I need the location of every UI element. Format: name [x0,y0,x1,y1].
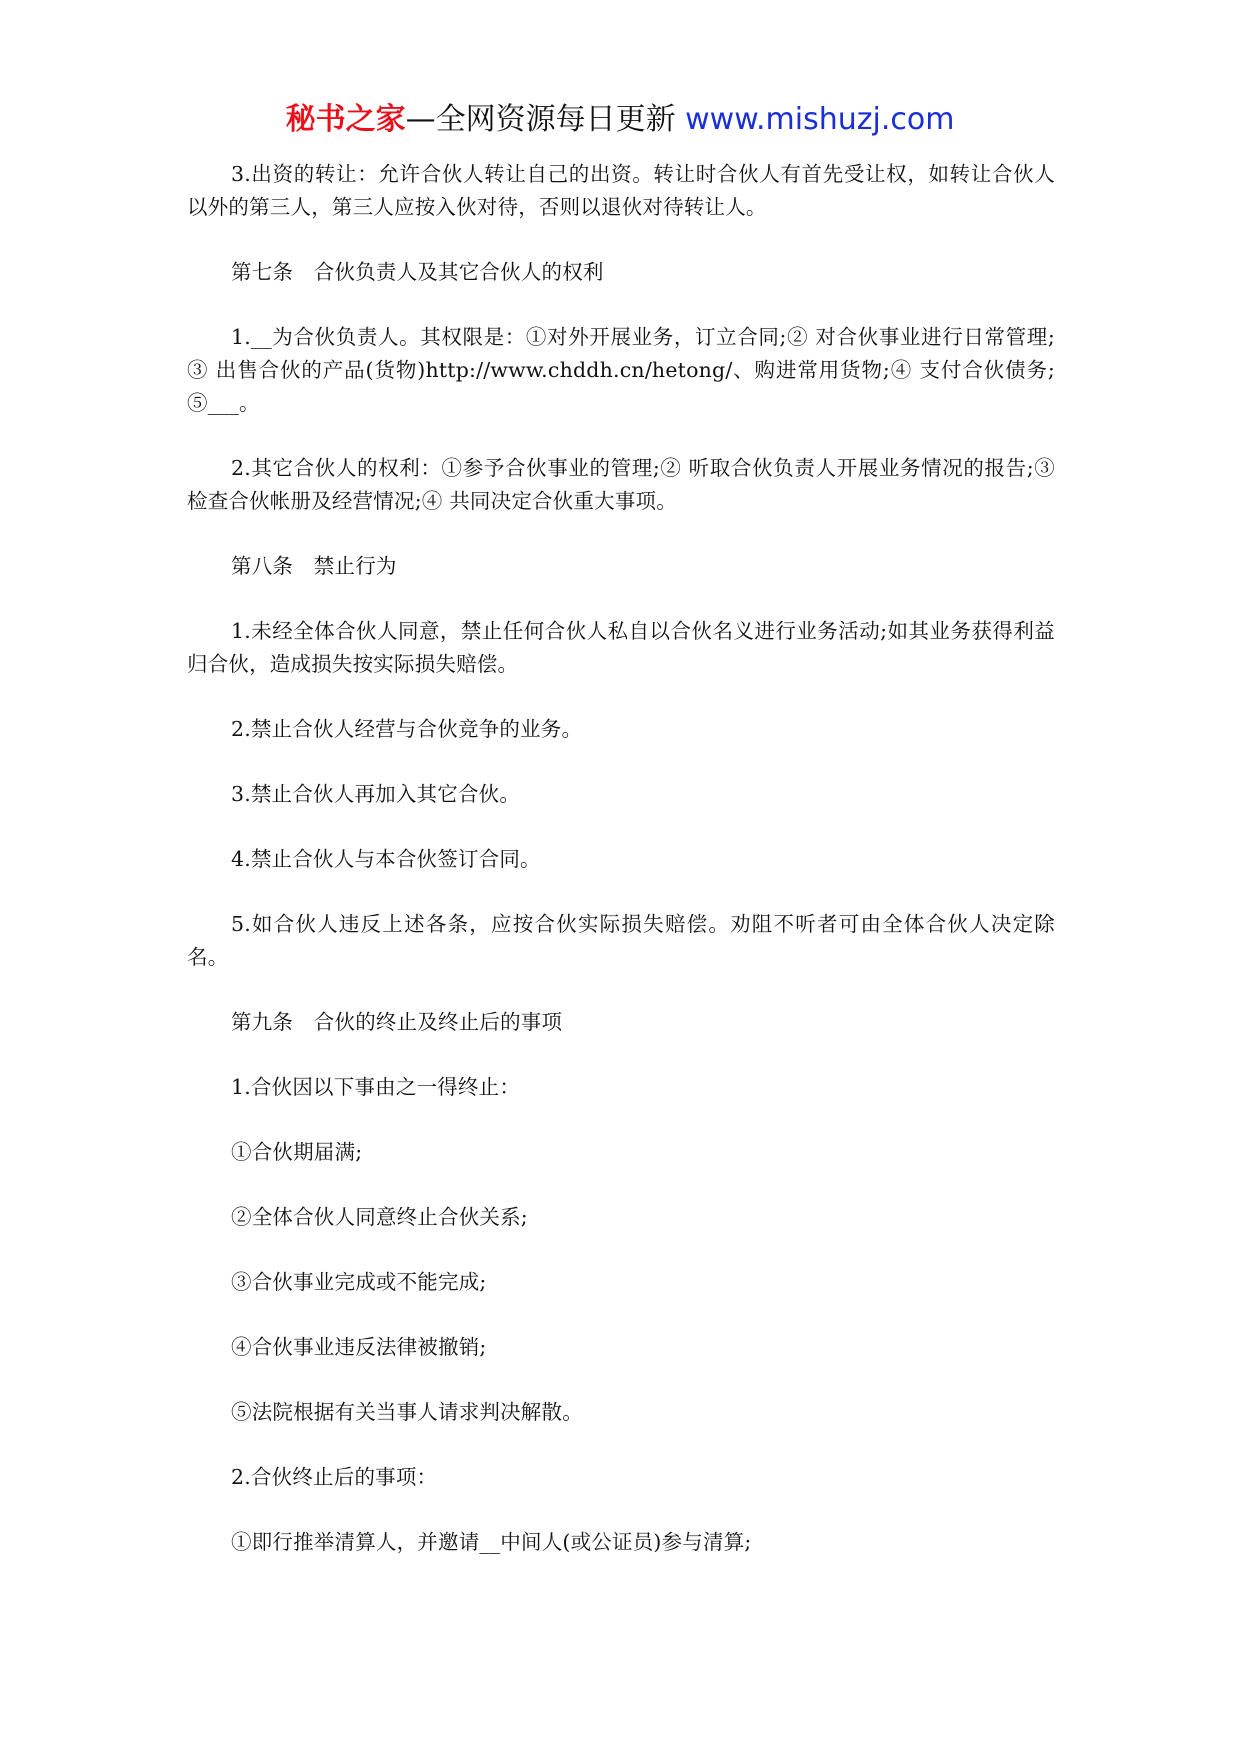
site-banner [0,100,1240,140]
list-item: ④合伙事业违反法律被撤销; [231,1335,487,1359]
list-item: ③合伙事业完成或不能完成; [231,1270,487,1294]
document-body [187,158,1055,1591]
clause-paragraph: 1.__为合伙负责人。其权限是：①对外开展业务，订立合同;② 对合伙事业进行日常管理;③ 出售合伙的产品(货物)http://www.chddh.cn/hetong/、购进常用货物;④ 支付合伙债务;⑤___。 [187,325,1055,415]
list-item: ①合伙期届满; [231,1140,363,1164]
banner-brand: 秘书之家 [285,102,406,137]
list-item: ②全体合伙人同意终止合伙关系; [231,1205,528,1229]
list-item: ①即行推举清算人，并邀请__中间人(或公证员)参与清算; [231,1530,752,1554]
article-heading: 第九条 合伙的终止及终止后的事项 [231,1010,563,1034]
clause-paragraph: 2.其它合伙人的权利：①参予合伙事业的管理;② 听取合伙负责人开展业务情况的报告;③ 检查合伙帐册及经营情况;④ 共同决定合伙重大事项。 [187,456,1055,513]
clause-paragraph: 1.合伙因以下事由之一得终止： [231,1075,521,1099]
list-item: ⑤法院根据有关当事人请求判决解散。 [231,1400,583,1424]
clause-paragraph: 2.合伙终止后的事项： [231,1465,438,1489]
article-heading: 第八条 禁止行为 [231,554,397,578]
clause-paragraph: 2.禁止合伙人经营与合伙竞争的业务。 [231,717,583,741]
article-heading: 第七条 合伙负责人及其它合伙人的权利 [231,260,604,284]
banner-site-link[interactable]: www.mishuzj.com [685,102,955,137]
clause-paragraph: 1.未经全体合伙人同意，禁止任何合伙人私自以合伙名义进行业务活动;如其业务获得利益归合伙，造成损失按实际损失赔偿。 [187,619,1055,676]
clause-paragraph: 3.出资的转让：允许合伙人转让自己的出资。转让时合伙人有首先受让权，如转让合伙人以外的第三人，第三人应按入伙对待，否则以退伙对待转让人。 [187,162,1055,219]
clause-paragraph: 4.禁止合伙人与本合伙签订合同。 [231,847,541,871]
banner-slogan: —全网资源每日更新 [405,102,686,137]
clause-paragraph: 3.禁止合伙人再加入其它合伙。 [231,782,521,806]
clause-paragraph: 5.如合伙人违反上述各条，应按合伙实际损失赔偿。劝阻不听者可由全体合伙人决定除名。 [187,912,1055,969]
